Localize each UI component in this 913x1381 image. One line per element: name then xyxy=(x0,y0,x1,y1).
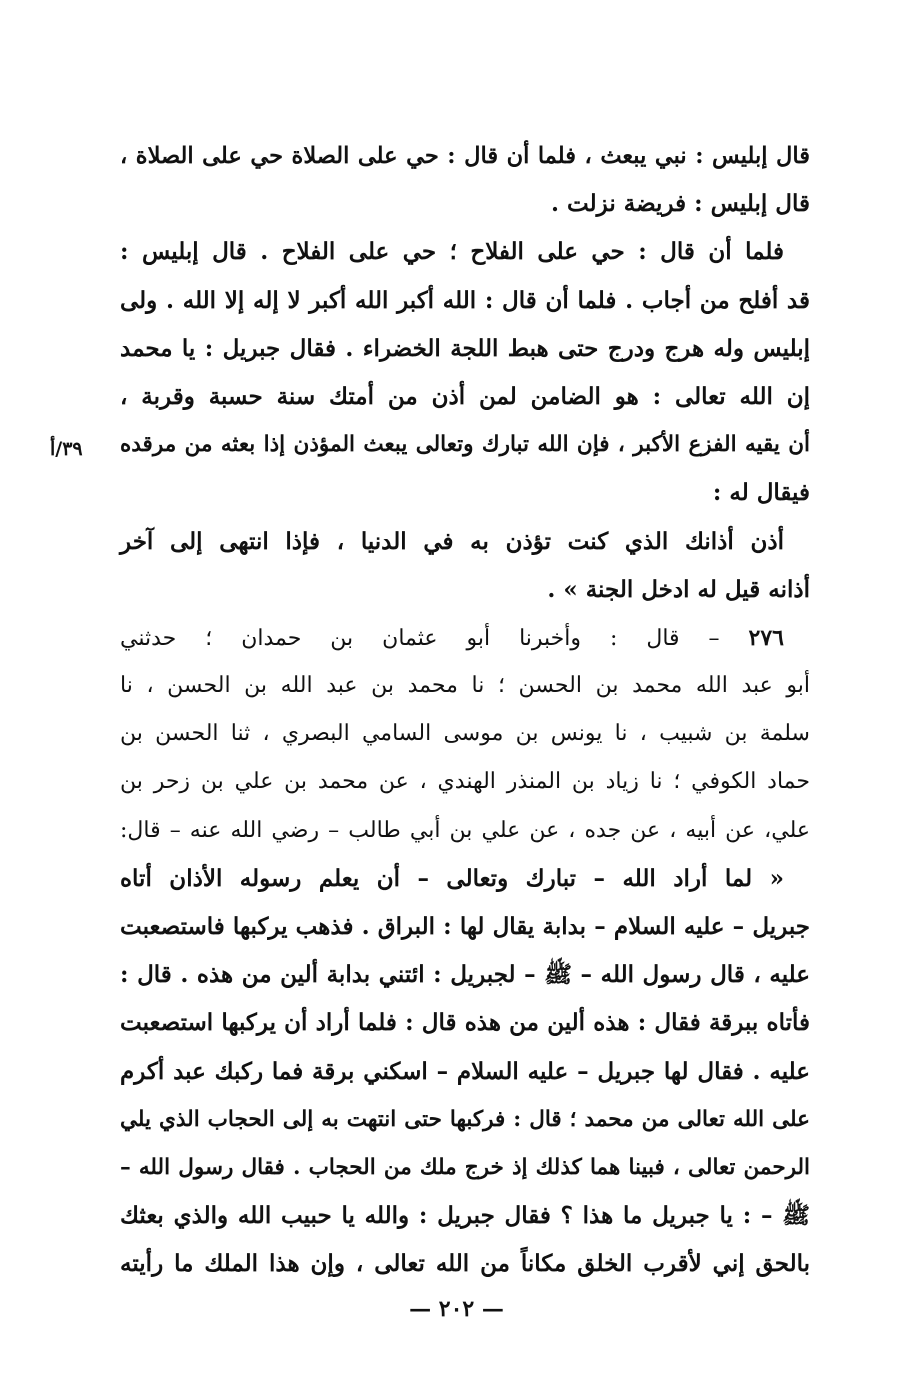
hadith-number: ٢٧٦ xyxy=(748,624,784,651)
page-number: — ٢٠٢ — xyxy=(409,1296,504,1322)
text-line: إبليس وله هرج ودرج حتى هبط اللجة الخضراء . فقال جبريل : يا محمد xyxy=(120,334,810,362)
text-line: أن يقيه الفزع الأكبر ، فإن الله تبارك وتعالى يبعث المؤذن إذا بعثه من مرقده xyxy=(120,432,810,458)
text-line: « لما أراد الله – تبارك وتعالى – أن يعلم رسوله الأذان أتاه xyxy=(120,864,784,892)
text-line: بالحق إني لأقرب الخلق مكاناً من الله تعالى ، وإن هذا الملك ما رأيته xyxy=(120,1250,810,1278)
text-line: أذانه قيل له ادخل الجنة » . xyxy=(547,575,810,603)
text-line: أذن أذانك الذي كنت تؤذن به في الدنيا ، فإذا انتهى إلى آخر xyxy=(120,527,784,555)
text-line: على الله تعالى من محمد ؛ قال : فركبها حتى انتهت به إلى الحجاب الذي يلي xyxy=(120,1106,810,1132)
text-line-rest: – قال : وأخبرنا أبو عثمان بن حمدان ؛ حدثني xyxy=(120,625,720,651)
text-line: فيقال له : xyxy=(712,479,810,507)
text-line: قال إبليس : فريضة نزلت . xyxy=(551,190,810,218)
text-line: إن الله تعالى : هو الضامن لمن أذن من أمتك سنة حسبة وقربة ، xyxy=(120,382,810,410)
text-line: قد أفلح من أجاب . فلما أن قال : الله أكبر الله أكبر لا إله إلا الله . ولى xyxy=(120,286,810,314)
text-line: علي، عن أبيه ، عن جده ، عن علي بن أبي طالب – رضي الله عنه – قال: xyxy=(120,817,810,843)
text-line: ﷺ – : يا جبريل ما هذا ؟ فقال جبريل : والله يا حبيب الله والذي بعثك xyxy=(120,1202,810,1230)
text-line: فلما أن قال : حي على الفلاح ؛ حي على الفلاح . قال إبليس : xyxy=(120,238,784,266)
body-text xyxy=(120,132,810,1289)
text-line: سلمة بن شبيب ، نا يونس بن موسى السامي البصري ، ثنا الحسن بن xyxy=(120,721,810,747)
text-line: جبريل – عليه السلام – بدابة يقال لها : البراق . فذهب يركبها فاستصعبت xyxy=(120,913,810,940)
text-line: عليه . فقال لها جبريل – عليه السلام – اسكني برقة فما ركبك عبد أكرم xyxy=(120,1057,810,1085)
text-line: الرحمن تعالى ، فبينا هما كذلك إذ خرج ملك من الحجاب . فقال رسول الله – xyxy=(120,1154,810,1180)
text-line: عليه ، قال رسول الله – ﷺ – لجبريل : ائتني بدابة ألين من هذه . قال : xyxy=(120,961,810,989)
text-line: حماد الكوفي ؛ نا زياد بن المنذر الهندي ، عن محمد بن علي بن زحر بن xyxy=(120,769,810,795)
hadith-heading-line xyxy=(120,614,810,662)
margin-folio-note: ٣٩/أ xyxy=(50,438,83,460)
text-line: قال إبليس : نبي يبعث ، فلما أن قال : حي على الصلاة حي على الصلاة ، xyxy=(120,143,810,169)
text-line: فأتاه ببرقة فقال : هذه ألين من هذه قال : فلما أراد أن يركبها استصعبت xyxy=(120,1009,810,1037)
text-line: أبو عبد الله محمد بن الحسن ؛ نا محمد بن عبد الله بن الحسن ، نا xyxy=(120,673,810,699)
